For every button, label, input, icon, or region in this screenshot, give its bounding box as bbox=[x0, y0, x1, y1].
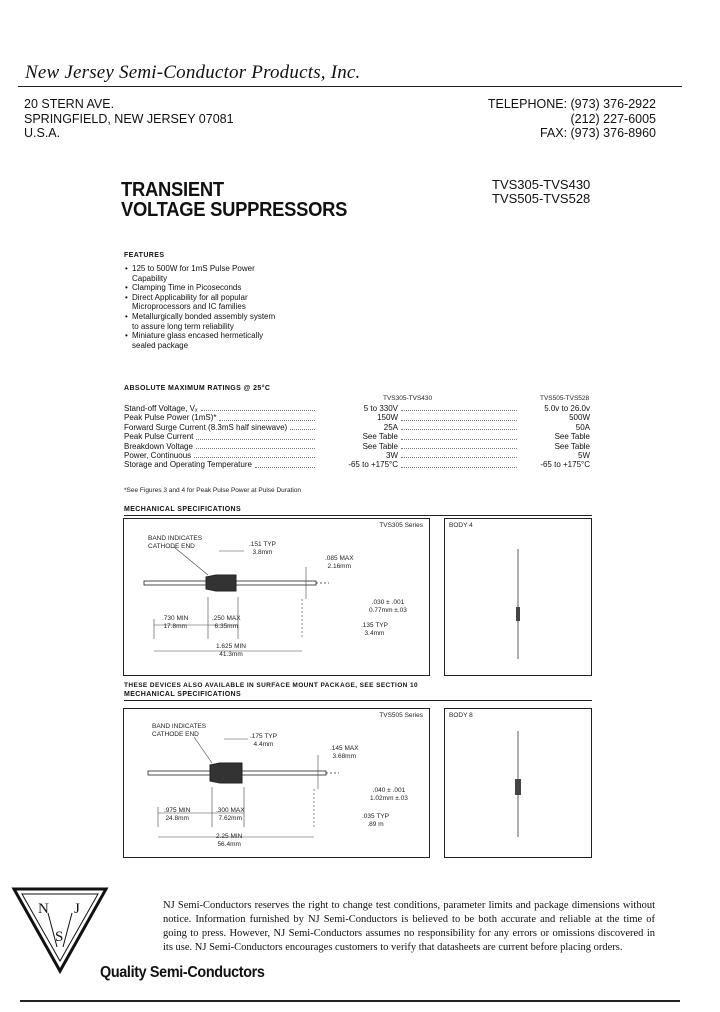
mech1-rule bbox=[124, 515, 592, 516]
dim-inch: .030 ± .001 bbox=[371, 599, 405, 606]
dim-mm: 4.4mm bbox=[253, 741, 274, 748]
mech2-heading: MECHANICAL SPECIFICATIONS bbox=[124, 691, 242, 698]
rating-value-1: See Table bbox=[362, 432, 398, 442]
address-block bbox=[24, 97, 234, 141]
mech1-heading: MECHANICAL SPECIFICATIONS bbox=[124, 506, 242, 513]
rating-value-1: -65 to +175°C bbox=[348, 460, 398, 470]
rating-value-1: See Table bbox=[362, 441, 398, 451]
rating-label: Stand-off Voltage, Vₓ bbox=[124, 404, 198, 413]
tagline: Quality Semi-Conductors bbox=[100, 964, 265, 981]
mech1-dim-b bbox=[325, 555, 354, 571]
rating-value-2: -65 to +175°C bbox=[540, 460, 590, 470]
mech1-series-label: TVS305 Series bbox=[379, 522, 423, 529]
ratings-heading: ABSOLUTE MAXIMUM RATINGS @ 25°C bbox=[124, 385, 271, 392]
features-list bbox=[124, 264, 282, 350]
rating-row bbox=[124, 413, 590, 422]
mech2-dim-e bbox=[164, 807, 190, 823]
dim-mm: 1.02mm ±.03 bbox=[370, 795, 408, 802]
body4-label: BODY 4 bbox=[449, 522, 473, 529]
dim-inch: .085 MAX bbox=[325, 555, 354, 562]
mech1-dim-d bbox=[361, 622, 388, 638]
telephone: TELEPHONE: (973) 376-2922 bbox=[487, 97, 656, 111]
dim-inch: .975 MIN bbox=[164, 807, 191, 814]
contact-block bbox=[488, 97, 656, 141]
address-city: SPRINGFIELD, NEW JERSEY 07081 bbox=[24, 111, 234, 126]
mech2-series-label: TVS505 Series bbox=[379, 712, 423, 719]
feature-item: • Direct Applicability for all popular Microprocessors and IC families bbox=[132, 293, 282, 312]
mech2-drawing-box bbox=[123, 708, 430, 858]
dim-mm: 0.77mm ±.03 bbox=[369, 607, 407, 614]
rating-label: Power, Continuous bbox=[124, 451, 192, 461]
dim-inch: .145 MAX bbox=[330, 745, 359, 752]
rating-value-2: See Table bbox=[554, 441, 590, 451]
logo-letter-n: N bbox=[38, 901, 49, 917]
header-rule bbox=[18, 86, 682, 87]
rating-value-1: 25A bbox=[383, 422, 398, 432]
rating-row bbox=[124, 451, 590, 460]
dim-inch: 2.25 MIN bbox=[216, 833, 243, 840]
rating-label: Storage and Operating Temperature bbox=[124, 460, 252, 470]
mech2-band-note: BAND INDICATES CATHODE END bbox=[152, 723, 207, 738]
dim-mm: 3.68mm bbox=[332, 753, 357, 760]
part-range-2: TVS505-TVS528 bbox=[492, 191, 591, 206]
mech2-dim-b bbox=[330, 745, 359, 761]
part-numbers bbox=[492, 178, 590, 206]
dim-mm: 3.4mm bbox=[364, 630, 385, 637]
rating-row bbox=[124, 460, 590, 469]
rating-value-2: 50A bbox=[575, 422, 590, 432]
body4-outline-drawing bbox=[445, 519, 591, 675]
dim-mm: 3.8mm bbox=[252, 549, 273, 556]
dim-inch: .730 MIN bbox=[162, 615, 189, 622]
mech1-dim-c bbox=[369, 599, 407, 615]
mech1-dim-e bbox=[162, 615, 188, 631]
mech2-dim-a bbox=[250, 733, 277, 749]
rating-label: Peak Pulse Power (1mS)* bbox=[124, 413, 217, 423]
dim-mm: 6.35mm bbox=[214, 623, 239, 630]
logo-letter-j: J bbox=[74, 901, 80, 917]
feature-item: • Metallurgically bonded assembly system to assure long term reliability bbox=[132, 312, 282, 331]
rating-value-1: 3W bbox=[386, 451, 398, 461]
dim-mm: 56.4mm bbox=[217, 841, 241, 848]
features-heading: FEATURES bbox=[124, 252, 165, 259]
mech1-dim-f bbox=[212, 615, 241, 631]
feature-item: • 125 to 500W for 1mS Pulse Power Capability bbox=[132, 264, 282, 283]
ratings-col1-header: TVS305-TVS430 bbox=[383, 395, 433, 402]
rating-row bbox=[124, 442, 590, 451]
rating-row bbox=[124, 432, 590, 441]
mech1-drawing-box bbox=[123, 518, 430, 676]
dim-mm: 41.3mm bbox=[219, 651, 243, 658]
mech1-band-note: BAND INDICATES CATHODE END bbox=[148, 535, 203, 550]
rating-value-1: 150W bbox=[377, 413, 398, 423]
company-name: New Jersey Semi-Conductor Products, Inc. bbox=[25, 62, 361, 83]
rating-row bbox=[124, 404, 590, 413]
body8-label: BODY 8 bbox=[449, 712, 473, 719]
dim-inch: .035 TYP bbox=[362, 813, 389, 820]
rating-value-2: 5W bbox=[578, 451, 590, 461]
ratings-col2-header: TVS505-TVS528 bbox=[540, 395, 590, 402]
ratings-table bbox=[124, 404, 590, 470]
dim-mm: .89 m bbox=[367, 821, 384, 828]
mech2-dim-f bbox=[216, 807, 245, 823]
rating-row bbox=[124, 423, 590, 432]
part-range-1: TVS305-TVS430 bbox=[492, 177, 591, 192]
body8-outline-drawing bbox=[445, 709, 591, 857]
disclaimer-notice: NJ Semi-Conductors reserves the right to change test conditions, parameter limits and package dimensions without notice. Information furnished by NJ Semi-Conductors is believed to be both accurate and reliable at the time of going to press. However, NJ Semi-Conductors assumes no responsibility for any errors or omissions discovered in its use. NJ Semi-Conductors encourages customers to verify that datasheets are current before placing orders. bbox=[163, 900, 655, 953]
address-country: U.S.A. bbox=[24, 126, 61, 140]
mech1-dim-g bbox=[216, 643, 246, 659]
feature-item: • Clamping Time in Picoseconds bbox=[132, 283, 282, 293]
dim-mm: 2.16mm bbox=[327, 563, 352, 570]
dim-inch: .135 TYP bbox=[361, 622, 388, 629]
dim-inch: .151 TYP bbox=[249, 541, 276, 548]
mech2-dim-g bbox=[216, 833, 242, 849]
fax: FAX: (973) 376-8960 bbox=[539, 126, 656, 140]
dim-inch: .040 ± .001 bbox=[372, 787, 406, 794]
dim-inch: .300 MAX bbox=[216, 807, 245, 814]
dim-mm: 7.62mm bbox=[218, 815, 243, 822]
njs-logo bbox=[10, 885, 110, 977]
dim-inch: .250 MAX bbox=[212, 615, 241, 622]
title-line-2: VOLTAGE SUPPRESSORS bbox=[121, 199, 348, 221]
feature-item: • Miniature glass encased hermetically sealed package bbox=[132, 331, 282, 350]
rating-label: Forward Surge Current (8.3mS half sinewave) bbox=[124, 422, 288, 432]
title-line-1: TRANSIENT bbox=[121, 179, 224, 201]
body8-box bbox=[444, 708, 592, 858]
dim-mm: 24.8mm bbox=[165, 815, 189, 822]
rating-label: Peak Pulse Current bbox=[124, 432, 194, 442]
surface-mount-note: THESE DEVICES ALSO AVAILABLE IN SURFACE MOUNT PACKAGE, SEE SECTION 10 bbox=[124, 682, 419, 689]
footer-rule bbox=[20, 1000, 680, 1002]
dim-mm: 17.8mm bbox=[163, 623, 187, 630]
ratings-footnote: *See Figures 3 and 4 for Peak Pulse Power at Pulse Duration bbox=[124, 487, 302, 494]
mech2-dim-c bbox=[370, 787, 408, 803]
logo-letter-s: S bbox=[55, 929, 64, 945]
rating-label: Breakdown Voltage bbox=[124, 441, 193, 451]
rating-value-1: 5 to 330V bbox=[363, 404, 398, 413]
rating-value-2: 500W bbox=[569, 413, 590, 423]
dim-inch: .175 TYP bbox=[250, 733, 277, 740]
body4-box bbox=[444, 518, 592, 676]
rating-value-2: See Table bbox=[554, 432, 590, 442]
mech1-dim-a bbox=[249, 541, 276, 557]
address-street: 20 STERN AVE. bbox=[24, 97, 115, 111]
mech2-rule bbox=[124, 700, 592, 701]
mech2-dim-d bbox=[362, 813, 389, 829]
rating-value-2: 5.0v to 26.0v bbox=[544, 404, 590, 413]
dim-inch: 1.625 MIN bbox=[216, 643, 246, 650]
telephone-2: (212) 227-6005 bbox=[570, 111, 656, 126]
page-title bbox=[121, 180, 347, 220]
